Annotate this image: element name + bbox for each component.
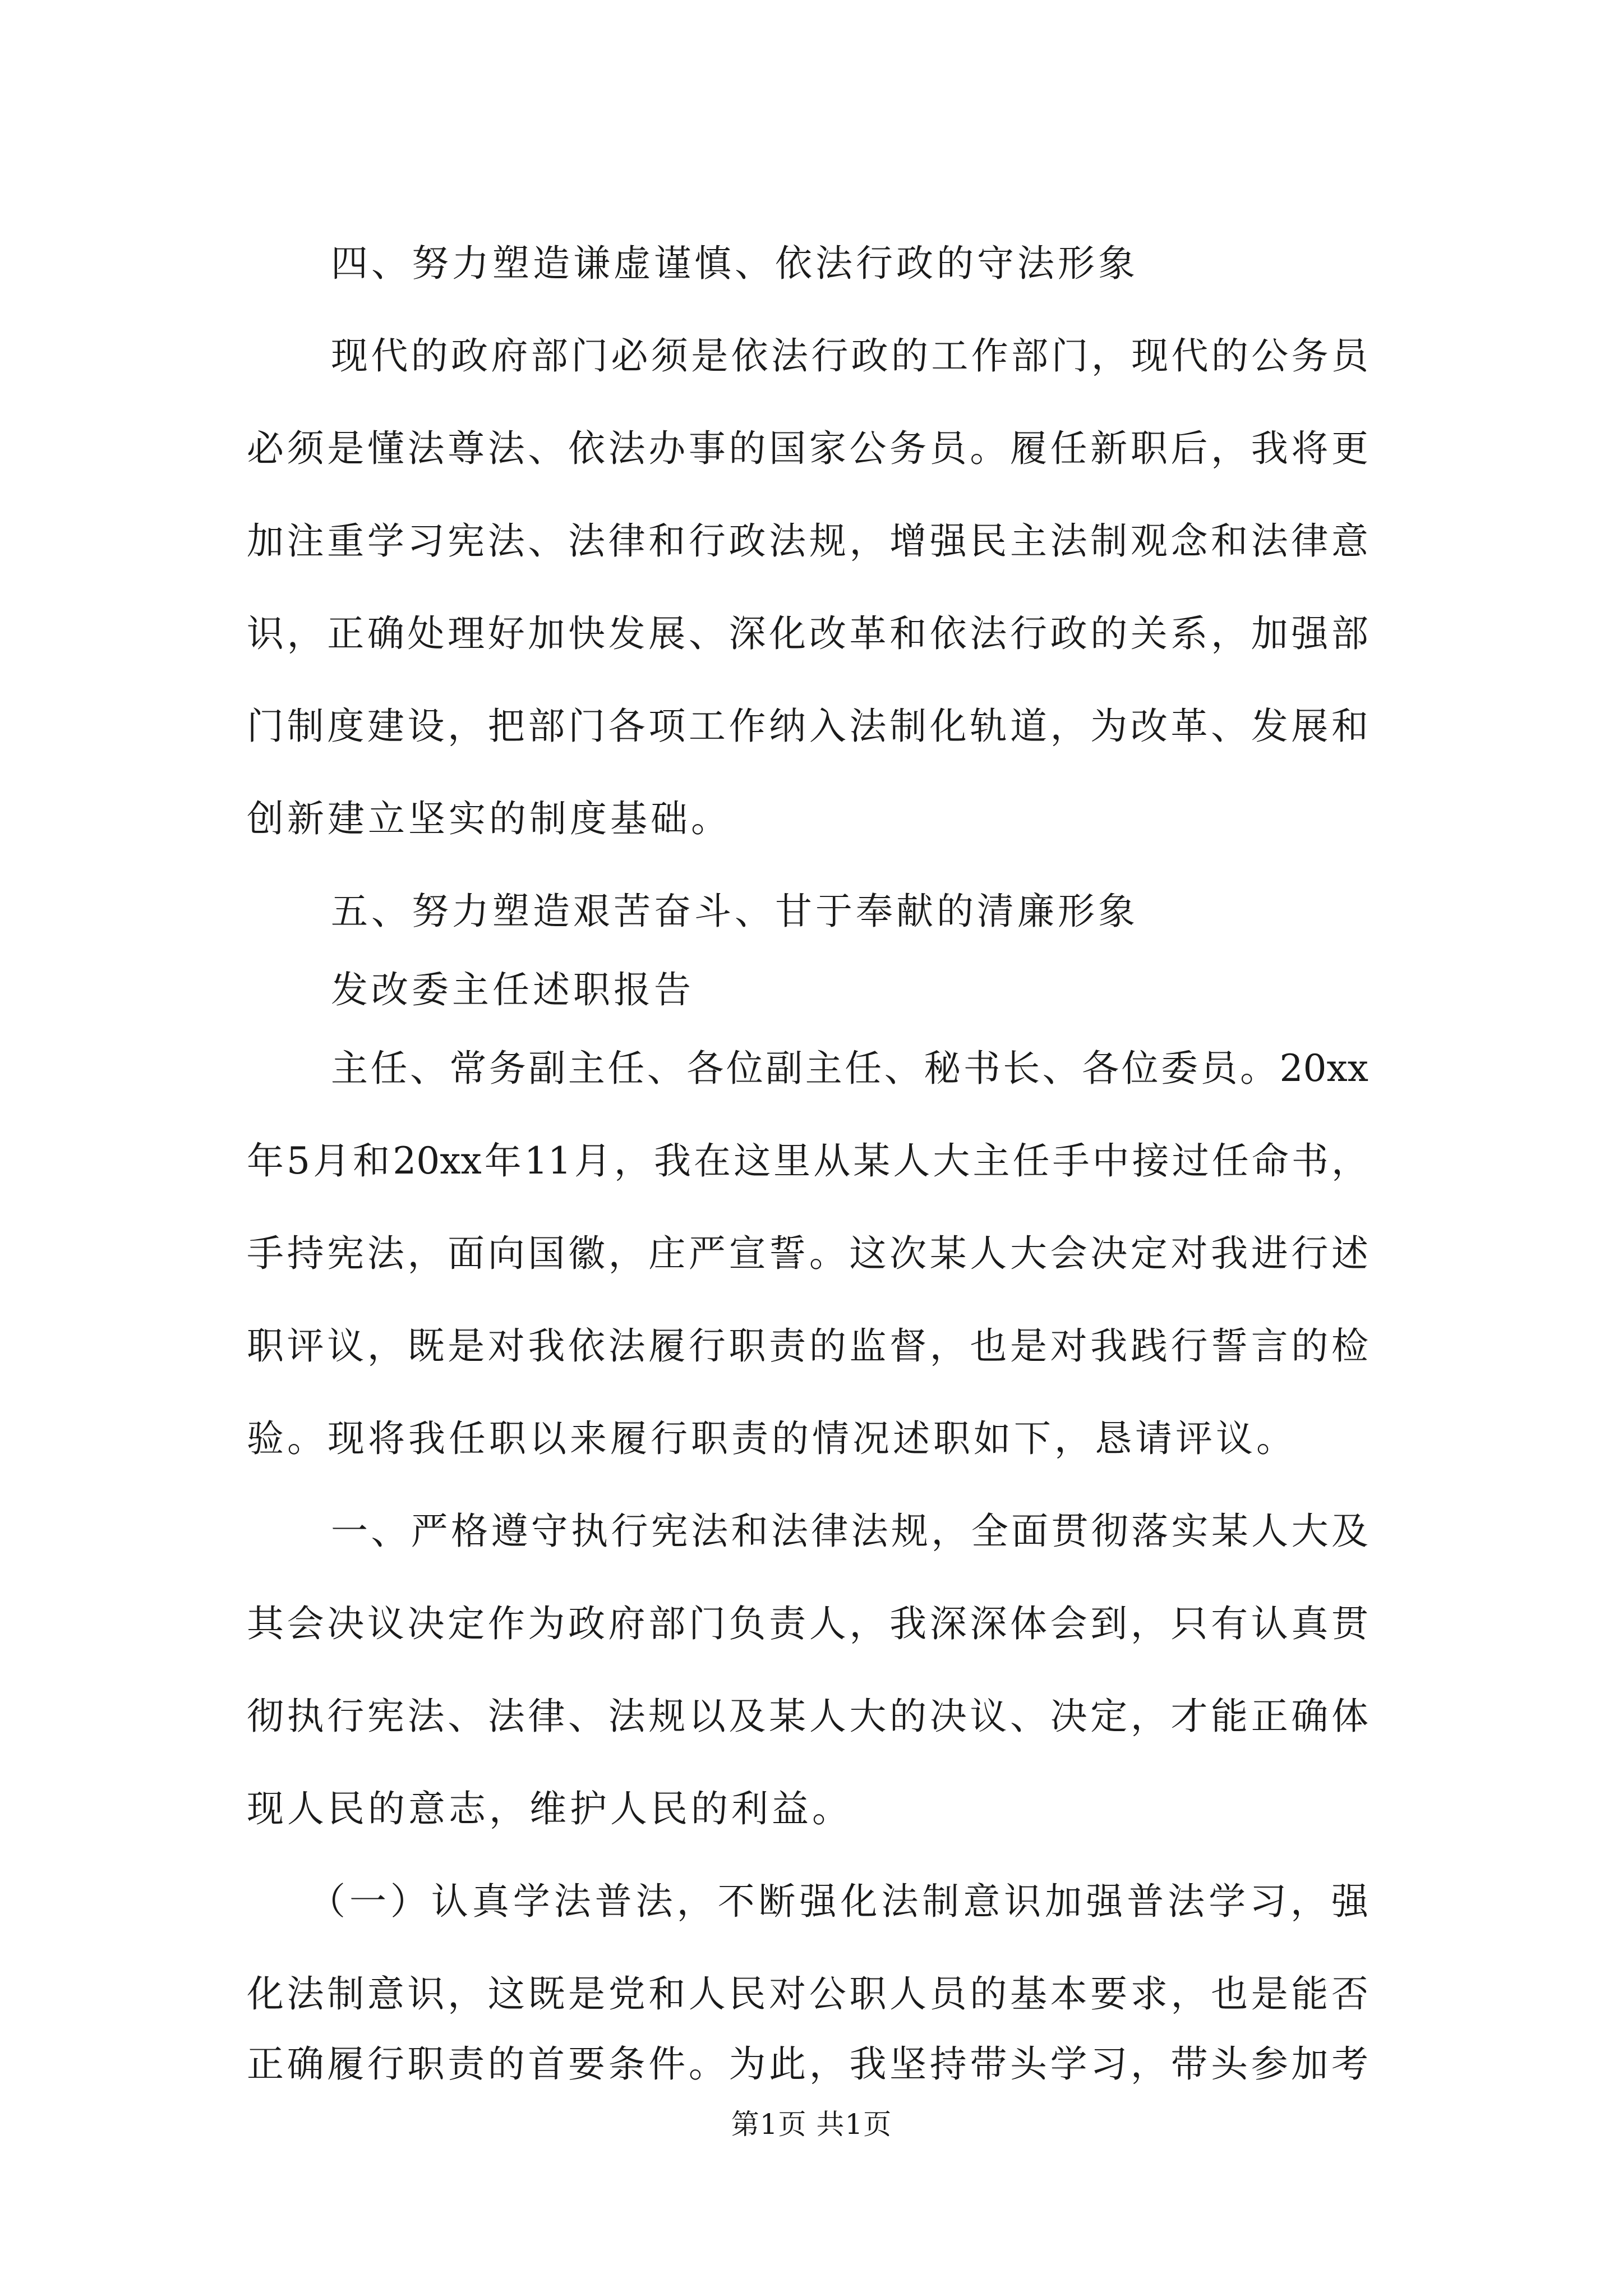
paragraph-line: 验。现将我任职以来履行职责的情况述职如下，恳请评议。 xyxy=(247,1417,1297,1460)
subheading-item: （一）认真学法普法，不断强化法制意识加强普法学习，强 xyxy=(308,1880,1368,1923)
paragraph-line: 加注重学习宪法、法律和行政法规，增强民主法制观念和法律意 xyxy=(247,519,1368,563)
paragraph-line: 识，正确处理好加快发展、深化改革和依法行政的关系，加强部 xyxy=(247,612,1368,655)
page-footer: 第1页 共1页 xyxy=(731,2108,892,2141)
paragraph-line: 必须是懂法尊法、依法办事的国家公务员。履任新职后，我将更 xyxy=(247,427,1368,470)
paragraph-line: 现人民的意志，维护人民的利益。 xyxy=(247,1787,852,1830)
heading-section-five: 五、努力塑造艰苦奋斗、甘于奉献的清廉形象 xyxy=(331,890,1138,933)
report-title: 发改委主任述职报告 xyxy=(331,968,694,1011)
paragraph-line: 手持宪法，面向国徽，庄严宣誓。这次某人大会决定对我进行述 xyxy=(247,1232,1368,1275)
paragraph-line: 职评议，既是对我依法履行职责的监督，也是对我践行誓言的检 xyxy=(247,1324,1368,1368)
paragraph-line: 正确履行职责的首要条件。为此，我坚持带头学习，带头参加考 xyxy=(247,2042,1368,2086)
paragraph-line: 现代的政府部门必须是依法行政的工作部门，现代的公务员 xyxy=(331,334,1368,378)
paragraph-line: 主任、常务副主任、各位副主任、秘书长、各位委员。20xx xyxy=(331,1047,1368,1090)
paragraph-line: 门制度建设，把部门各项工作纳入法制化轨道，为改革、发展和 xyxy=(247,705,1368,748)
heading-item-one: 一、严格遵守执行宪法和法律法规，全面贯彻落实某人大及 xyxy=(331,1510,1368,1553)
paragraph-line: 创新建立坚实的制度基础。 xyxy=(247,797,731,840)
heading-section-four: 四、努力塑造谦虚谨慎、依法行政的守法形象 xyxy=(331,242,1138,285)
paragraph-line: 彻执行宪法、法律、法规以及某人大的决议、决定，才能正确体 xyxy=(247,1695,1368,1738)
paragraph-line: 其会决议决定作为政府部门负责人，我深深体会到，只有认真贯 xyxy=(247,1602,1368,1645)
paragraph-line: 年5月和20xx年11月，我在这里从某人大主任手中接过任命书， xyxy=(247,1139,1368,1182)
paragraph-line: 化法制意识，这既是党和人民对公职人员的基本要求，也是能否 xyxy=(247,1972,1368,2016)
